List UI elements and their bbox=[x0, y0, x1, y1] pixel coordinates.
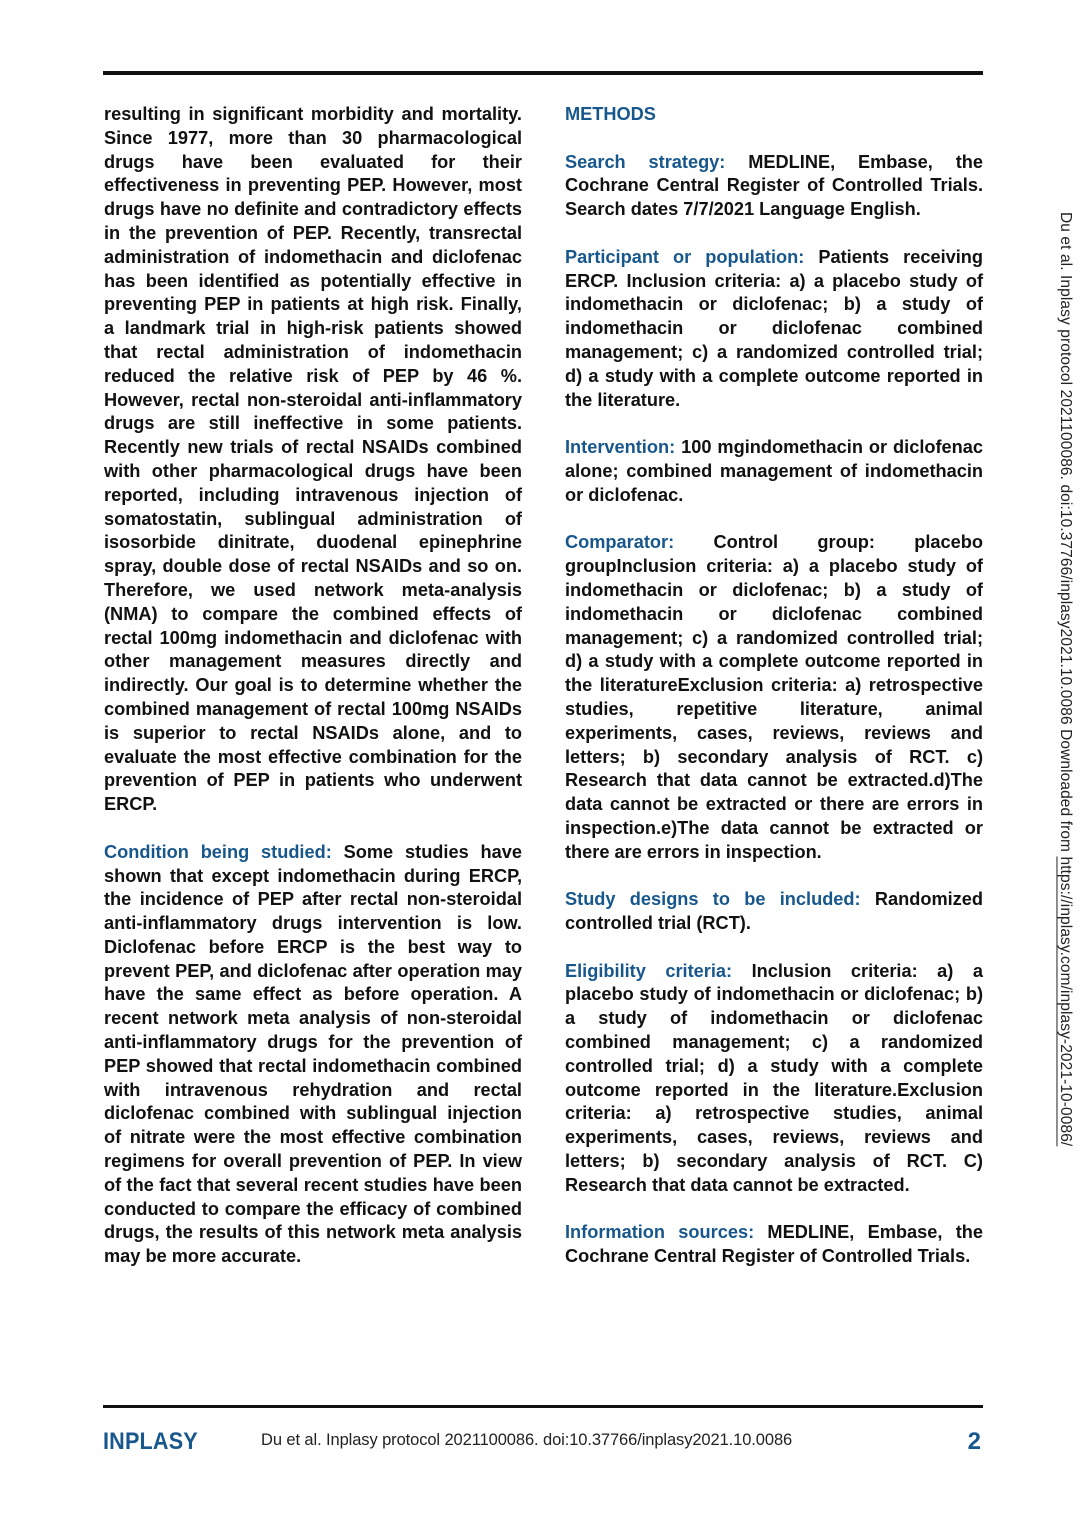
study-designs-heading: Study designs to be included: bbox=[565, 889, 861, 910]
condition-text: Some studies have shown that except indomethacin during ERCP, the incidence of PEP after rectal non-steroidal anti-inflammatory drugs intervention is low. Diclofenac before ERCP is the best way to prevent PEP, and diclofenac after operation may have the same effect as before operation. A recent network meta analysis of non-steroidal anti-inflammatory drugs for the prevention of PEP showed that rectal indomethacin combined with intravenous rehydration and rectal diclofenac combined with sublingual injection of nitrate were the most effective combination regimens for overall prevention of PEP. In view of the fact that several recent studies have been conducted to compare the efficacy of combined drugs, the results of this network meta analysis may be more accurate. bbox=[104, 841, 522, 1267]
inplasy-logo: INPLASY bbox=[103, 1428, 198, 1455]
eligibility-paragraph bbox=[565, 960, 983, 1198]
download-watermark bbox=[1054, 212, 1076, 1372]
search-strategy-paragraph bbox=[565, 151, 983, 222]
footer-citation: Du et al. Inplasy protocol 2021100086. doi:10.37766/inplasy2021.10.0086 bbox=[261, 1431, 793, 1449]
footer-rule bbox=[103, 1405, 983, 1408]
eligibility-heading: Eligibility criteria: bbox=[565, 960, 733, 981]
search-strategy-heading: Search strategy: bbox=[565, 151, 726, 172]
watermark-link[interactable]: https://inplasy.com/inplasy-2021-10-0086/ bbox=[1057, 856, 1074, 1147]
methods-title: METHODS bbox=[565, 104, 656, 124]
watermark-citation: Du et al. Inplasy protocol 2021100086. doi:10.37766/inplasy2021.10.0086 Downloaded from bbox=[1057, 212, 1074, 857]
condition-paragraph bbox=[104, 841, 522, 1269]
information-sources-text: MEDLINE, Embase, the Cochrane Central Register of Controlled Trials. bbox=[565, 1222, 983, 1267]
information-sources-heading: Information sources: bbox=[565, 1222, 755, 1243]
participant-paragraph bbox=[565, 246, 983, 413]
page-footer bbox=[103, 1428, 983, 1460]
search-strategy-text: MEDLINE, Embase, the Cochrane Central Register of Controlled Trials. Search dates 7/7/2021 Language English. bbox=[565, 151, 983, 220]
right-column bbox=[565, 103, 983, 1293]
intro-paragraph: resulting in significant morbidity and mortality. Since 1977, more than 30 pharmacological drugs have been evaluated for their effectiveness in preventing PEP. However, most drugs have no definite and contradictory effects in the prevention of PEP. Recently, transrectal administration of indomethacin and diclofenac has been identified as potentially effective in preventing PEP in patients at high risk. Finally, a landmark trial in high-risk patients showed that rectal administration of indomethacin reduced the relative risk of PEP by 46 %. However, rectal non-steroidal anti-inflammatory drugs are still ineffective in some patients. Recently new trials of rectal NSAIDs combined with other pharmacological drugs have been reported, including intravenous injection of somatostatin, sublingual administration of isosorbide dinitrate, duodenal epinephrine spray, double dose of rectal NSAIDs and so on. Therefore, we used network meta-analysis (NMA) to compare the combined effects of rectal 100mg indomethacin and diclofenac with other management measures directly and indirectly. Our goal is to determine whether the combined management of rectal 100mg NSAIDs is superior to rectal NSAIDs alone, and to evaluate the most effective combination for the prevention of PEP in patients who underwent ERCP. bbox=[104, 104, 522, 815]
page-number: 2 bbox=[967, 1428, 981, 1455]
intervention-heading: Intervention: bbox=[565, 437, 676, 458]
intervention-paragraph bbox=[565, 436, 983, 507]
comparator-text: Control group: placebo groupInclusion criteria: a) a placebo study of indomethacin or diclofenac; b) a study of indomethacin or diclofenac combined management; c) a randomized controlled trial; d) a study with a complete outcome reported in the literatureExclusion criteria: a) retrospective studies, repetitive literature, animal experiments, cases, reviews, reviews and letters; b) secondary analysis of RCT. c) Research that data cannot be extracted.d)The data cannot be extracted or there are errors in inspection.e)The data cannot be extracted or there are errors in inspection. bbox=[565, 532, 983, 862]
comparator-paragraph bbox=[565, 531, 983, 864]
participant-heading: Participant or population: bbox=[565, 246, 805, 267]
intervention-text: 100 mgindomethacin or diclofenac alone; combined management of indomethacin or diclofenac. bbox=[565, 437, 983, 505]
study-designs-paragraph bbox=[565, 888, 983, 936]
condition-heading: Condition being studied: bbox=[104, 841, 332, 862]
study-designs-text: Randomized controlled trial (RCT). bbox=[565, 889, 983, 934]
header-rule bbox=[103, 71, 983, 75]
left-column bbox=[104, 103, 522, 1293]
participant-text: Patients receiving ERCP. Inclusion criteria: a) a placebo study of indomethacin or diclofenac; b) a study of indomethacin or diclofenac combined management; c) a randomized controlled trial; d) a study with a complete outcome reported in the literature. bbox=[565, 246, 984, 410]
information-sources-paragraph bbox=[565, 1221, 983, 1269]
comparator-heading: Comparator: bbox=[565, 532, 675, 553]
eligibility-text: Inclusion criteria: a) a placebo study of indomethacin or diclofenac; b) a study of indomethacin or diclofenac combined management; c) a randomized controlled trial; d) a study with a complete outcome reported in the literature.Exclusion criteria: a) retrospective studies, animal experiments, cases, reviews, reviews and letters; b) secondary analysis of RCT. C) Research that data cannot be extracted. bbox=[565, 960, 983, 1195]
